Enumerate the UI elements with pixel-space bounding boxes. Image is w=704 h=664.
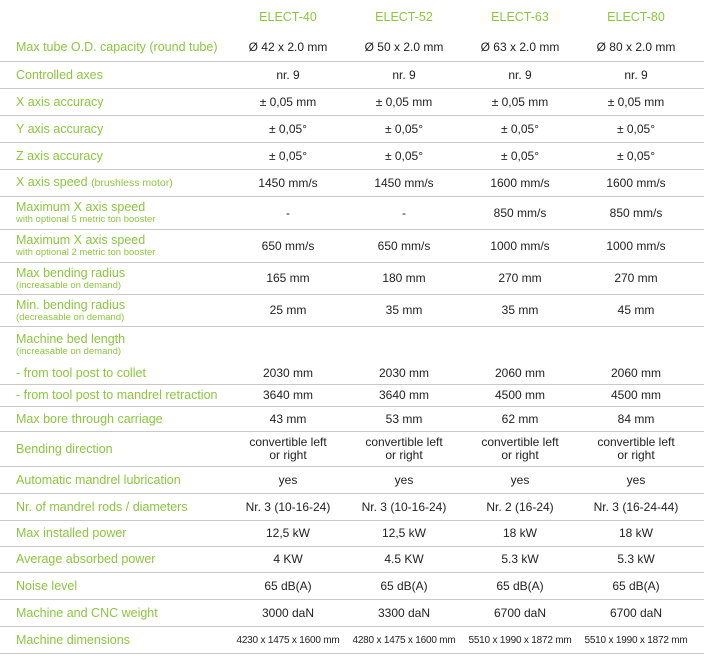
row-label: Controlled axes bbox=[16, 67, 103, 82]
row-value: 5.3 kW bbox=[501, 552, 539, 566]
model-header: ELECT-52 bbox=[375, 10, 433, 24]
row-value: ± 0,05 mm bbox=[375, 94, 433, 109]
row-label-note: with optional 5 metric ton booster bbox=[16, 214, 156, 225]
row-noise bbox=[0, 573, 704, 600]
row-label bbox=[0, 176, 230, 190]
row-value: 850 mm/s bbox=[493, 205, 547, 220]
row-value: 2030 mm bbox=[262, 366, 314, 380]
row-label-main: Maximum X axis speed bbox=[16, 200, 146, 214]
value-line: or right bbox=[385, 448, 423, 462]
row-value: nr. 9 bbox=[392, 67, 416, 82]
row-value: ± 0,05° bbox=[268, 121, 308, 136]
row-value: 12,5 kW bbox=[381, 526, 426, 540]
row-value: nr. 9 bbox=[276, 67, 300, 82]
row-value: 3640 mm bbox=[378, 388, 430, 402]
row-value: 2060 mm bbox=[494, 366, 546, 380]
row-label: Y axis accuracy bbox=[16, 121, 104, 136]
row-label-note: (increasable on demand) bbox=[16, 279, 122, 291]
row-bed-length-heading bbox=[0, 327, 704, 363]
row-value: 4280 x 1475 x 1600 mm bbox=[352, 634, 456, 646]
row-label: Machine dimensions bbox=[16, 632, 130, 647]
row-label bbox=[0, 234, 230, 258]
row-label bbox=[0, 299, 230, 323]
row-value: Nr. 3 (16-24-44) bbox=[593, 499, 679, 514]
row-x-speed bbox=[0, 170, 704, 197]
row-dimensions bbox=[0, 627, 704, 654]
row-lubrication bbox=[0, 467, 704, 494]
row-value: 25 mm bbox=[269, 303, 307, 317]
row-value: 3640 mm bbox=[262, 388, 314, 402]
row-value: 1600 mm/s bbox=[490, 175, 550, 190]
row-value: 65 dB(A) bbox=[612, 578, 660, 593]
row-label-note: (increasable on demand) bbox=[16, 346, 122, 357]
row-value: 180 mm bbox=[382, 271, 426, 285]
row-y-accuracy bbox=[0, 116, 704, 143]
row-value: ± 0,05° bbox=[616, 121, 656, 136]
row-value: 35 mm bbox=[501, 303, 539, 317]
row-value: 4 KW bbox=[273, 552, 303, 566]
row-value: 650 mm/s bbox=[261, 238, 315, 253]
row-value: 65 dB(A) bbox=[380, 578, 428, 593]
row-value: 65 dB(A) bbox=[496, 578, 544, 593]
row-installed-power bbox=[0, 521, 704, 547]
row-value: 4500 mm bbox=[494, 388, 546, 402]
row-label: Bending direction bbox=[16, 441, 113, 456]
row-value: - bbox=[402, 205, 406, 220]
row-value: ± 0,05° bbox=[384, 148, 424, 163]
row-value: 1450 mm/s bbox=[258, 175, 318, 190]
row-value: nr. 9 bbox=[508, 67, 532, 82]
row-value: Nr. 3 (10-16-24) bbox=[245, 499, 331, 514]
row-value: 4230 x 1475 x 1600 mm bbox=[236, 634, 340, 646]
row-weight bbox=[0, 600, 704, 627]
value-line: convertible left bbox=[481, 435, 559, 449]
row-label: Nr. of mandrel rods / diameters bbox=[16, 499, 188, 514]
row-value bbox=[462, 436, 578, 462]
row-value: ± 0,05 mm bbox=[607, 94, 665, 109]
row-value: 2030 mm bbox=[378, 366, 430, 380]
row-label-note: (brushless motor) bbox=[91, 177, 173, 189]
row-value: yes bbox=[510, 472, 530, 487]
row-value: 650 mm/s bbox=[377, 238, 431, 253]
row-x-accuracy bbox=[0, 89, 704, 116]
row-value: Ø 50 x 2.0 mm bbox=[364, 40, 444, 54]
row-value bbox=[578, 436, 694, 462]
row-value: 270 mm bbox=[498, 271, 542, 285]
value-line: or right bbox=[501, 448, 539, 462]
row-label: Average absorbed power bbox=[16, 552, 156, 566]
row-bending-direction bbox=[0, 432, 704, 467]
value-line: or right bbox=[269, 448, 307, 462]
row-value: 43 mm bbox=[269, 411, 307, 426]
row-value: 6700 daN bbox=[493, 605, 547, 620]
row-absorbed-power bbox=[0, 547, 704, 573]
row-bed-to-collet bbox=[0, 363, 704, 385]
row-value: 2060 mm bbox=[610, 366, 662, 380]
header-row bbox=[0, 0, 704, 34]
model-header: ELECT-40 bbox=[259, 10, 317, 24]
row-label: Z axis accuracy bbox=[16, 148, 103, 163]
row-value: 1000 mm/s bbox=[606, 238, 666, 253]
row-value: ± 0,05 mm bbox=[491, 94, 549, 109]
row-label bbox=[0, 331, 230, 357]
row-value: yes bbox=[278, 472, 298, 487]
row-label: X axis accuracy bbox=[16, 94, 104, 109]
row-value: 35 mm bbox=[385, 303, 423, 317]
row-value: 18 kW bbox=[502, 526, 537, 540]
row-value: Ø 80 x 2.0 mm bbox=[596, 40, 676, 54]
row-label: Machine and CNC weight bbox=[16, 605, 158, 620]
value-line: convertible left bbox=[365, 435, 443, 449]
row-label bbox=[0, 267, 230, 291]
value-line: or right bbox=[617, 448, 655, 462]
row-mandrel-rods bbox=[0, 494, 704, 521]
row-tube-od bbox=[0, 34, 704, 62]
row-value: 84 mm bbox=[617, 411, 655, 426]
row-value: yes bbox=[626, 472, 646, 487]
row-min-bending-radius bbox=[0, 295, 704, 327]
row-label-main: Min. bending radius bbox=[16, 297, 126, 312]
row-value: 1600 mm/s bbox=[606, 175, 666, 190]
row-value: - bbox=[286, 205, 290, 220]
row-value: ± 0,05 mm bbox=[259, 94, 317, 109]
row-value: Nr. 2 (16-24) bbox=[486, 499, 554, 514]
row-value: 5510 x 1990 x 1872 mm bbox=[468, 634, 572, 646]
row-max-x-speed-2t bbox=[0, 230, 704, 263]
model-header: ELECT-80 bbox=[607, 10, 665, 24]
row-value: ± 0,05° bbox=[616, 148, 656, 163]
row-value: ± 0,05° bbox=[500, 148, 540, 163]
row-value: Ø 42 x 2.0 mm bbox=[248, 40, 328, 54]
row-value: 4.5 KW bbox=[384, 552, 424, 566]
model-header: ELECT-63 bbox=[491, 10, 549, 24]
row-value: 270 mm bbox=[614, 271, 658, 285]
row-value: 5.3 kW bbox=[617, 552, 655, 566]
row-label bbox=[0, 201, 230, 225]
row-value bbox=[230, 436, 346, 462]
row-label: Max bore through carriage bbox=[16, 411, 163, 426]
row-value: 62 mm bbox=[501, 411, 539, 426]
row-label: Max tube O.D. capacity (round tube) bbox=[16, 40, 218, 54]
row-value: 1450 mm/s bbox=[374, 175, 434, 190]
row-value: 45 mm bbox=[617, 303, 655, 317]
row-value: 4500 mm bbox=[610, 388, 662, 402]
row-value: 5510 x 1990 x 1872 mm bbox=[584, 634, 688, 646]
value-line: convertible left bbox=[249, 435, 327, 449]
row-value: Ø 63 x 2.0 mm bbox=[480, 40, 560, 54]
row-value: ± 0,05° bbox=[384, 121, 424, 136]
row-value bbox=[346, 436, 462, 462]
row-label-main: Max bending radius bbox=[16, 265, 126, 280]
value-line: convertible left bbox=[597, 435, 675, 449]
row-label: Noise level bbox=[16, 578, 78, 593]
row-value: 6700 daN bbox=[609, 605, 663, 620]
row-label-main: Maximum X axis speed bbox=[16, 233, 146, 247]
row-value: 165 mm bbox=[266, 271, 310, 285]
row-value: yes bbox=[394, 472, 414, 487]
row-label-main: X axis speed bbox=[16, 175, 88, 189]
row-value: 65 dB(A) bbox=[264, 578, 312, 593]
row-label-main: Machine bed length bbox=[16, 332, 126, 346]
row-label: Automatic mandrel lubrication bbox=[16, 472, 181, 487]
row-bed-to-mandrel bbox=[0, 385, 704, 407]
row-value: Nr. 3 (10-16-24) bbox=[361, 499, 447, 514]
row-value: 12,5 kW bbox=[265, 526, 310, 540]
row-value: 3000 daN bbox=[261, 605, 315, 620]
row-label: Max installed power bbox=[16, 526, 127, 540]
row-value: 850 mm/s bbox=[609, 205, 663, 220]
row-value: 18 kW bbox=[618, 526, 653, 540]
row-label: - from tool post to mandrel retraction bbox=[16, 388, 218, 402]
row-value: 1000 mm/s bbox=[490, 238, 550, 253]
row-label: - from tool post to collet bbox=[16, 366, 146, 380]
row-value: 53 mm bbox=[385, 411, 423, 426]
row-axes bbox=[0, 62, 704, 89]
row-label-note: (decreasable on demand) bbox=[16, 311, 125, 323]
row-value: 3300 daN bbox=[377, 605, 431, 620]
row-max-bending-radius bbox=[0, 263, 704, 295]
row-max-x-speed-5t bbox=[0, 197, 704, 230]
row-value: nr. 9 bbox=[624, 67, 648, 82]
row-bore bbox=[0, 407, 704, 432]
row-label-note: with optional 2 metric ton booster bbox=[16, 247, 156, 258]
row-value: ± 0,05° bbox=[500, 121, 540, 136]
row-value: ± 0,05° bbox=[268, 148, 308, 163]
row-z-accuracy bbox=[0, 143, 704, 170]
